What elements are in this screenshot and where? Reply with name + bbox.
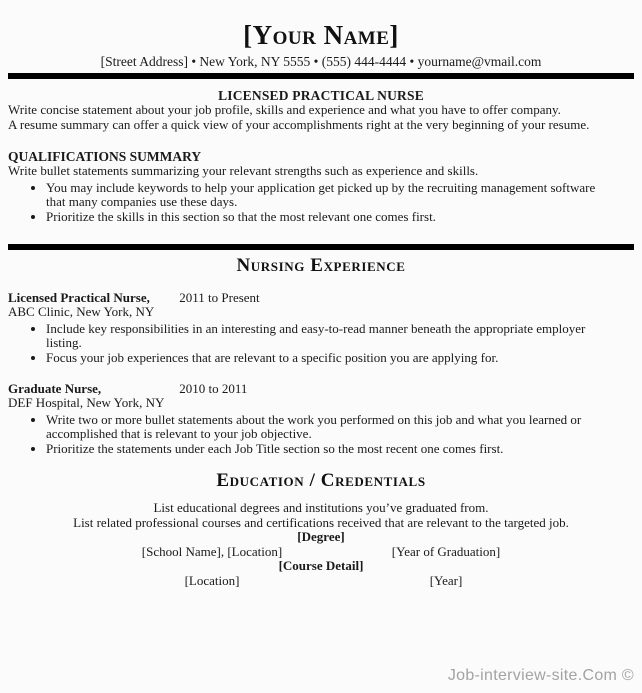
education-line: List educational degrees and institutions you’ve graduated from. [153, 500, 489, 515]
job-title-line [8, 290, 634, 305]
job-title: Licensed Practical Nurse, [8, 290, 150, 305]
education-row [8, 545, 634, 560]
course-detail-placeholder: [Course Detail] [278, 558, 364, 573]
degree-placeholder: [Degree] [297, 529, 345, 544]
job-employer: ABC Clinic, New York, NY [8, 304, 155, 319]
bullet-item: • You may include keywords to help your application get picked up by the recruiting management software that many companies use these days. [46, 181, 634, 210]
bullet-item: • Write two or more bullet statements about the work you performed on this job and what you learned or accomplished that is relevant to your job objective. [46, 413, 634, 442]
site-watermark: Job-interview-site.Com © [447, 667, 634, 684]
summary-line: Write concise statement about your job profile, skills and experience and what you have to offer company. [8, 102, 561, 117]
education-row [8, 574, 634, 589]
job-bullet-list [8, 413, 634, 457]
job-bullet-list [8, 322, 634, 366]
job-employer: DEF Hospital, New York, NY [8, 395, 165, 410]
experience-heading: Nursing Experience [236, 255, 406, 276]
job-entry [8, 290, 634, 365]
bullet-item: • Prioritize the skills in this section so that the most relevant one comes first. [46, 210, 634, 225]
section-divider [8, 244, 634, 250]
job-profile-title: LICENSED PRACTICAL NURSE [218, 88, 424, 103]
qualifications-heading: QUALIFICATIONS SUMMARY [8, 149, 202, 164]
contact-line: [Street Address] • New York, NY 5555 • (555) 444-4444 • yourname@vmail.com [100, 54, 542, 69]
bullet-item: • Include key responsibilities in an interesting and easy-to-read manner beneath the appropriate employer listing. [46, 322, 634, 351]
graduation-year-placeholder: [Year of Graduation] [391, 543, 501, 559]
bullet-item: • Focus your job experiences that are relevant to a specific position you are applying for. [46, 351, 634, 366]
location-placeholder: [Location] [184, 572, 240, 588]
job-dates: 2011 to Present [179, 290, 260, 305]
job-title-line [8, 381, 634, 396]
job-title: Graduate Nurse, [8, 381, 102, 396]
bullet-item: • Prioritize the statements under each Job Title section so the most recent one comes first. [46, 442, 634, 457]
job-entry [8, 381, 634, 456]
resume-page [0, 20, 642, 588]
summary-line: A resume summary can offer a quick view of your accomplishments right at the very beginning of your resume. [8, 116, 590, 132]
qualifications-intro: Write bullet statements summarizing your relevant strengths such as experience and skills. [8, 163, 479, 178]
header-divider [8, 73, 634, 79]
qualifications-bullet-list [8, 181, 634, 225]
page-title: [Your Name] [243, 20, 399, 50]
job-dates: 2010 to 2011 [179, 381, 248, 396]
education-heading: Education / Credentials [216, 470, 426, 491]
year-placeholder: [Year] [429, 572, 463, 588]
education-line: List related professional courses and certifications received that are relevant to the targeted job. [73, 514, 569, 530]
school-placeholder: [School Name], [Location] [141, 543, 283, 559]
